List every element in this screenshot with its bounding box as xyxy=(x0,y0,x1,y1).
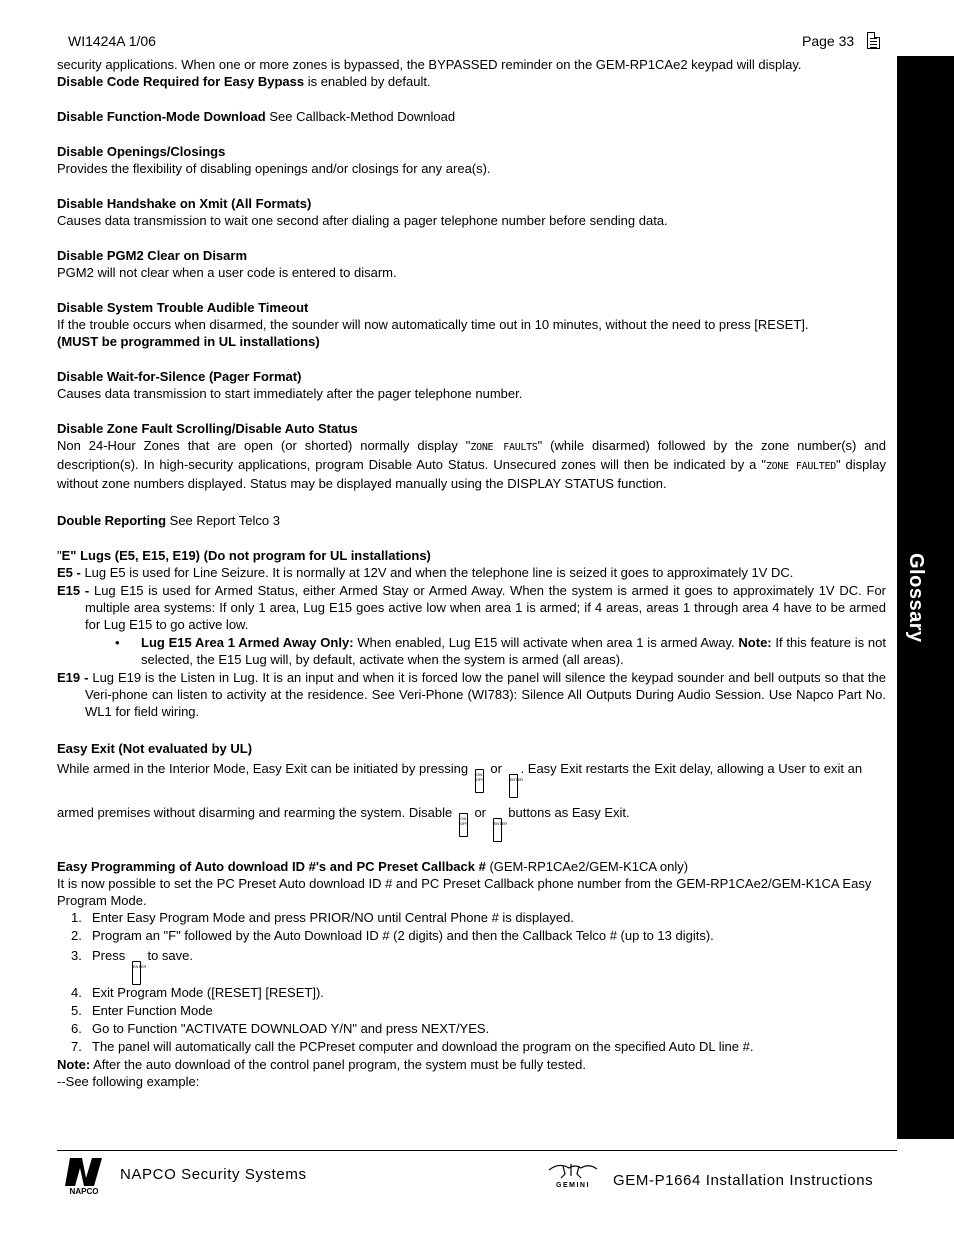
entry-text: Provides the flexibility of disabling openings and/or closings for any area(s). xyxy=(57,161,491,176)
entry-term: E" Lugs (E5, E15, E19) (Do not program for UL installations) xyxy=(61,548,431,563)
steps-list xyxy=(57,909,886,1055)
on-off-key-icon: ON OFF xyxy=(459,813,468,837)
entry-zone-fault xyxy=(57,420,886,492)
intro-entry xyxy=(57,56,886,90)
entry-text: See Callback-Method Download xyxy=(265,109,456,124)
entry-text: See Report Telco 3 xyxy=(166,513,280,528)
list-item: 5. Enter Function Mode xyxy=(71,1003,213,1018)
napco-logo-text: NAPCO xyxy=(69,1187,99,1196)
entry-text: Causes data transmission to wait one second after dialing a pager telephone number before sending data. xyxy=(57,213,668,228)
e15-item: E15 - Lug E15 is used for Armed Status, either Armed Stay or Armed Away. When the system is armed it goes to approximately 1V DC. For multiple area systems: If only 1 area, Lug E15 goes active low when area 1 is armed; if 4 areas, areas 1 through area 4 have to be armed for Lug E15 to go active low. xyxy=(57,583,886,632)
entry-term: Disable Zone Fault Scrolling/Disable Auto Status xyxy=(57,421,358,436)
entry-easy-programming: Easy Programming of Auto download ID #'s and PC Preset Callback # (GEM-RP1CAe2/GEM-K1CA only) It is now possible to set the PC Preset Auto download ID # and PC Preset Callback phone number from the GEM-RP1CAe2/GEM-K1CA Easy Program Mode. 1. Enter Easy Program Mode and press PRIOR/NO until Central Phone # is displayed. 2. Program an "F" followed by the Auto Download ID # (2 digits) and then the Callback Telco # (up to 13 digits). 3. Press ENTER to save. 4. Exit Program Mode ([RESET] [RESET]). 5. Enter Function Mode 6. Go to Function "ACTIVATE DOWNLOAD Y/N" and press NEXT/YES. 7. The panel will automatically call the PCPreset computer and download the program on the specified Auto DL line #. Note: After the auto download of the control panel program, the system must be fully tested. --See following example: xyxy=(57,858,886,1090)
list-item: 2. Program an "F" followed by the Auto Download ID # (2 digits) and then the Callback Telco # (up to 13 digits). xyxy=(71,928,714,943)
entry-term: Easy Exit (Not evaluated by UL) xyxy=(57,741,253,756)
entry-term: Disable Handshake on Xmit (All Formats) xyxy=(57,196,312,211)
entry-openings-closings xyxy=(57,143,886,177)
entry-text: It is now possible to set the PC Preset Auto download ID # and PC Preset Callback phone number from the GEM-RP1CAe2/GEM-K1CA Easy Program Mode. xyxy=(57,876,872,908)
entry-text: Non 24-Hour Zones that are open (or shorted) normally display "ZONE FAULTS" (while disarmed) followed by the zone number(s) and description(s). In high-security applications, program Disable Auto Status. Unsecured zones will then be indicated by a "ZONE FAULTED" display without zone numbers displayed. Status may be displayed manually using the DISPLAY STATUS function. xyxy=(57,438,886,491)
entry-term: Disable System Trouble Audible Timeout xyxy=(57,300,309,315)
product-title: GEM-P1664 Installation Instructions xyxy=(613,1172,874,1189)
see-following: --See following example: xyxy=(57,1074,200,1089)
entry-text: PGM2 will not clear when a user code is entered to disarm. xyxy=(57,265,397,280)
on-off-key-icon: ON OFF xyxy=(475,769,484,793)
document-icon xyxy=(867,32,880,49)
enter-key-icon: ENTER xyxy=(493,818,502,842)
lcd-text: ZONE FAULTED xyxy=(765,461,836,472)
entry-easy-exit xyxy=(57,740,886,842)
entry-double-reporting xyxy=(57,512,886,529)
entry-term: Disable Function-Mode Download xyxy=(57,109,266,124)
gemini-logo-icon xyxy=(545,1160,601,1190)
e19-item: E19 - Lug E19 is the Listen in Lug. It is an input and when it is forced low the panel will silence the keypad sounder and bell outputs so that the Veri-phone can listen to activity at the residence. See Veri-Phone (WI783): Silence All Outputs During Audio Session. Use Napco Part No. WL1 for field wiring. xyxy=(57,670,886,719)
list-item: 6. Go to Function "ACTIVATE DOWNLOAD Y/N" and press NEXT/YES. xyxy=(71,1021,490,1036)
bullet-icon: • xyxy=(115,635,120,650)
entry-trouble-timeout xyxy=(57,299,886,350)
page-number: Page 33 xyxy=(802,33,855,49)
entry-text: If the trouble occurs when disarmed, the sounder will now automatically time out in 10 minutes, without the need to press [RESET]. xyxy=(57,317,809,332)
glossary-content xyxy=(57,56,886,1090)
entry-term: Disable Wait-for-Silence (Pager Format) xyxy=(57,369,302,384)
intro-line: security applications. When one or more zones is bypassed, the BYPASSED reminder on the GEM-RP1CAe2 keypad will display. xyxy=(57,57,802,72)
e5-item: E5 - Lug E5 is used for Line Seizure. It is normally at 12V and when the telephone line is seized it goes to approximately 1V DC. xyxy=(57,565,794,580)
list-item: 3. Press ENTER to save. xyxy=(57,942,886,985)
doc-id: WI1424A 1/06 xyxy=(68,33,156,49)
intro-line-2 xyxy=(57,73,886,90)
e15-bullet-item: • Lug E15 Area 1 Armed Away Only: When enabled, Lug E15 will activate when area 1 is armed Away. Note: If this feature is not selected, the E15 Lug will, by default, activate when the system is armed (all areas). xyxy=(115,635,886,667)
list-item: 7. The panel will automatically call the PCPreset computer and download the program on the specified Auto DL line #. xyxy=(71,1039,754,1054)
entry-note: Note: After the auto download of the control panel program, the system must be fully tested. xyxy=(57,1057,586,1072)
sidebar-label: Glossary xyxy=(905,553,927,643)
list-item: 1. Enter Easy Program Mode and press PRIOR/NO until Central Phone # is displayed. xyxy=(71,910,574,925)
list-item: 4. Exit Program Mode ([RESET] [RESET]). xyxy=(71,985,324,1000)
entry-text: is enabled by default. xyxy=(304,74,431,89)
entry-term: Easy Programming of Auto download ID #'s and PC Preset Callback # xyxy=(57,859,486,874)
company-name: NAPCO Security Systems xyxy=(120,1166,307,1183)
gemini-logo-text: GEMINI xyxy=(556,1182,590,1189)
entry-pgm2 xyxy=(57,247,886,281)
entry-term: Disable Code Required for Easy Bypass xyxy=(57,74,305,89)
entry-handshake xyxy=(57,195,886,229)
enter-key-icon: ENTER xyxy=(132,961,141,985)
lcd-text: ZONE FAULTS xyxy=(470,442,538,453)
entry-note: (MUST be programmed in UL installations) xyxy=(57,334,320,349)
footer-divider xyxy=(57,1150,897,1151)
napco-logo-icon xyxy=(62,1156,106,1196)
entry-function-mode-download xyxy=(57,108,886,125)
entry-e-lugs: "E" Lugs (E5, E15, E19) (Do not program for UL installations) E5 - Lug E5 is used for Line Seizure. It is normally at 12V and when the telephone line is seized it goes to approximately 1V DC. E15 - Lug E15 is used for Armed Status, either Armed Stay or Armed Away. When the system is armed it goes to approximately 1V DC. For multiple area systems: If only 1 area, Lug E15 goes active low when area 1 is armed; if 4 areas, areas 1 through area 4 have to be armed for Lug E15 to go active low. • Lug E15 Area 1 Armed Away Only: When enabled, Lug E15 will activate when area 1 is armed Away. Note: If this feature is not selected, the E15 Lug will, by default, activate when the system is armed (all areas). E19 - Lug E19 is the Listen in Lug. It is an input and when it is forced low the panel will silence the keypad sounder and bell outputs so that the Veri-phone can listen to activity at the residence. See Veri-Phone (WI783): Silence All Outputs During Audio Session. Use Napco Part No. WL1 for field wiring. xyxy=(57,548,886,719)
entry-text: While armed in the Interior Mode, Easy Exit can be initiated by pressing ON OFF or ENTER. Easy Exit restarts the Exit delay, allowing a User to exit an armed premises without disarming and rearming the system. Disable ON OFF or ENTER buttons as Easy Exit. xyxy=(57,754,886,842)
enter-key-icon: ENTER xyxy=(509,774,518,798)
entry-wait-for-silence xyxy=(57,368,886,402)
entry-term: Disable Openings/Closings xyxy=(57,144,226,159)
entry-text: Causes data transmission to start immediately after the pager telephone number. xyxy=(57,386,523,401)
entry-term: Disable PGM2 Clear on Disarm xyxy=(57,248,248,263)
entry-term: Double Reporting xyxy=(57,513,167,528)
